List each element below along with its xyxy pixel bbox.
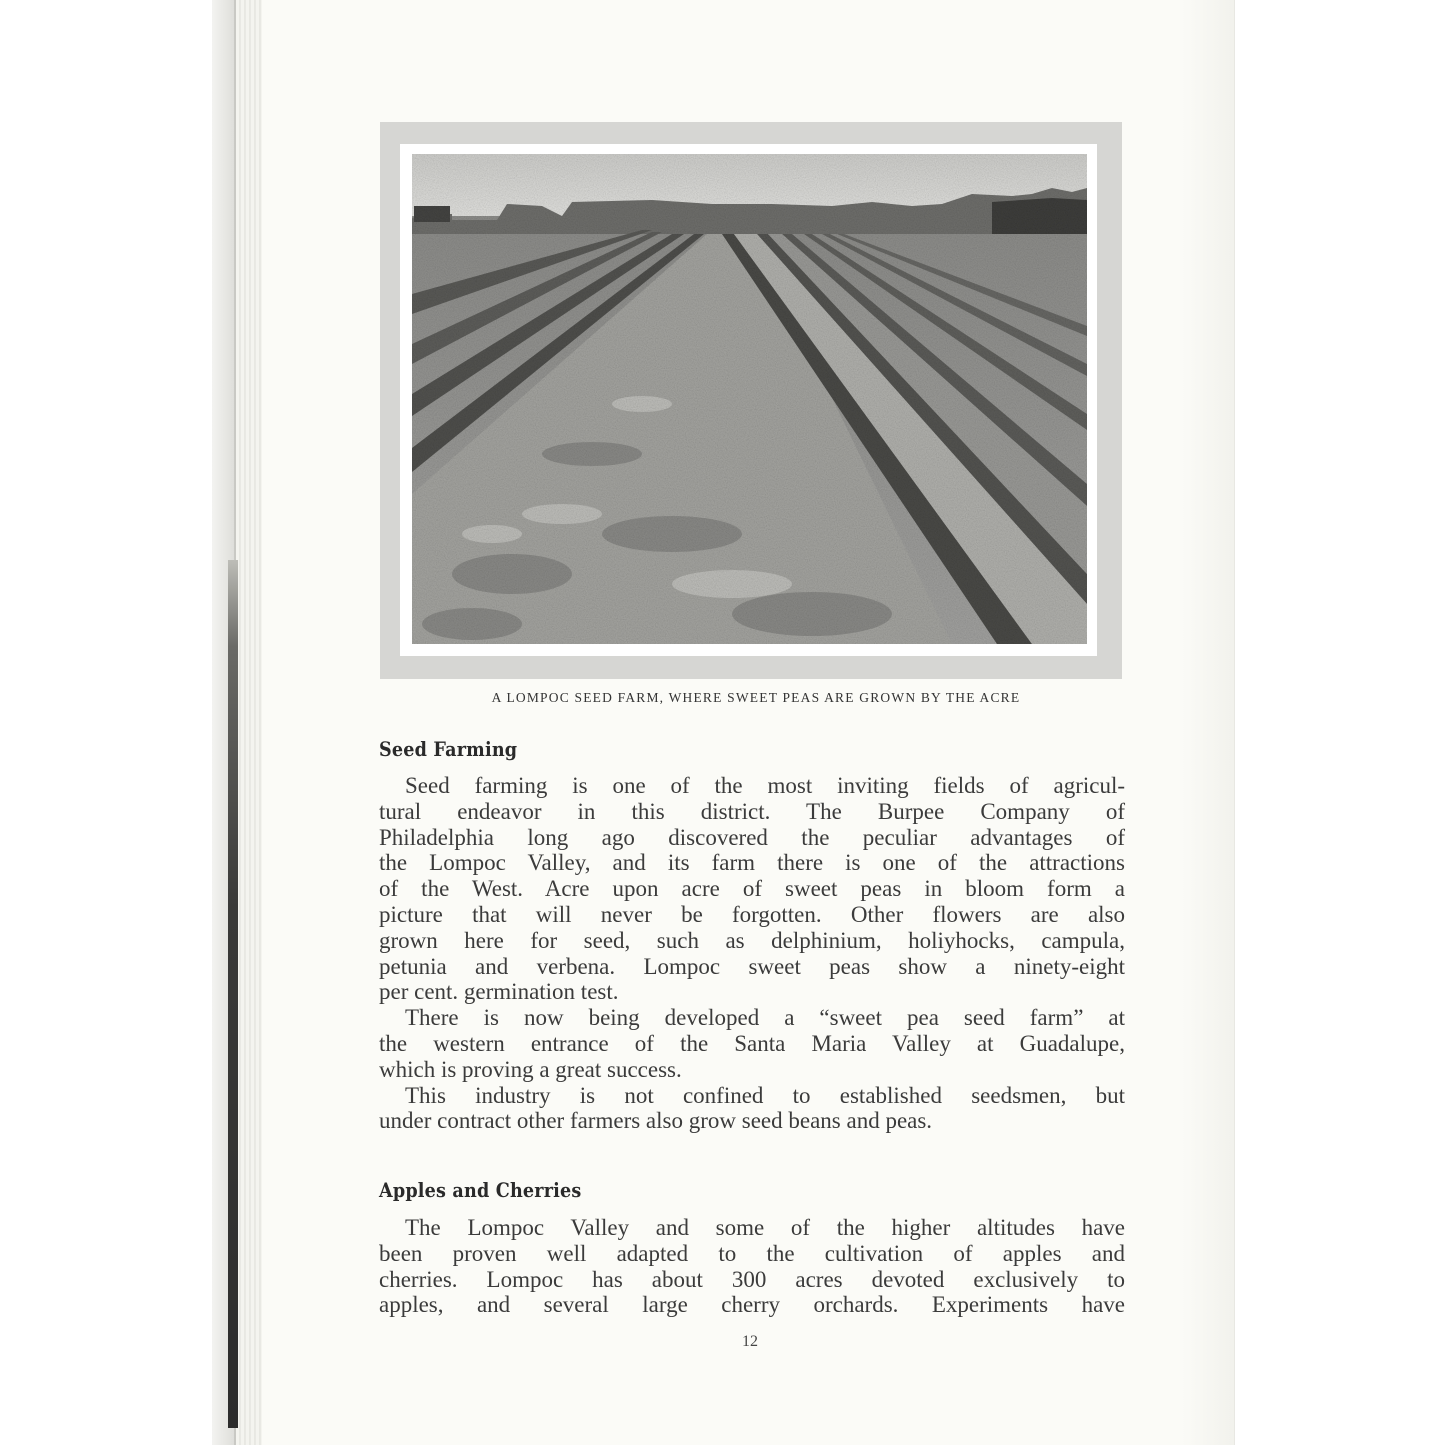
paragraph-line: petunia and verbena. Lompoc sweet peas show a ninety-eight [379, 953, 1125, 979]
section-body-apples-and-cherries [379, 1215, 1125, 1318]
photo-frame [380, 122, 1122, 679]
paragraph-line: per cent. germination test. [379, 979, 619, 1005]
photo-mat [400, 144, 1097, 656]
paragraph-line: picture that will never be forgotten. Other flowers are also [379, 901, 1125, 927]
paragraph-line: Seed farming is one of the most inviting fields of agricul- [405, 773, 1125, 798]
seed-farm-photo [412, 154, 1087, 644]
paragraph-line: grown here for seed, such as delphinium, holiyhocks, campula, [379, 927, 1125, 953]
paragraph-line: the Lompoc Valley, and its farm there is one of the attractions [379, 850, 1125, 876]
page-number: 12 [742, 1333, 758, 1350]
paragraph-line: of the West. Acre upon acre of sweet peas in bloom form a [379, 876, 1125, 902]
paragraph-line: apples, and several large cherry orchards. Experiments have [379, 1292, 1125, 1318]
paragraph-line: Philadelphia long ago discovered the peculiar advantages of [379, 824, 1125, 850]
field-rows-illustration [412, 154, 1087, 644]
section-body-seed-farming [379, 773, 1125, 1134]
paragraph-line: There is now being developed a “sweet pea seed farm” at [405, 1005, 1125, 1031]
figure-caption: A LOMPOC SEED FARM, WHERE SWEET PEAS ARE GROWN BY THE ACRE [491, 690, 1021, 705]
paragraph-line: which is proving a great success. [379, 1056, 682, 1082]
paragraph-line: The Lompoc Valley and some of the higher altitudes have [405, 1215, 1125, 1240]
paragraph-line: under contract other farmers also grow seed beans and peas. [379, 1108, 933, 1134]
paragraph-line: cherries. Lompoc has about 300 acres devoted exclusively to [379, 1266, 1125, 1292]
section-heading-seed-farming: Seed Farming [379, 737, 518, 761]
page-edge-shade [1182, 0, 1234, 1445]
section-heading-apples-and-cherries: Apples and Cherries [379, 1178, 582, 1202]
paragraph-line: been proven well adapted to the cultivation of apples and [379, 1240, 1125, 1266]
paragraph-line: This industry is not confined to established seedsmen, but [405, 1082, 1125, 1108]
paragraph-line: tural endeavor in this district. The Burpee Company of [379, 798, 1125, 824]
book-cover-edge [228, 560, 238, 1428]
paragraph-line: the western entrance of the Santa Maria Valley at Guadalupe, [379, 1030, 1125, 1056]
